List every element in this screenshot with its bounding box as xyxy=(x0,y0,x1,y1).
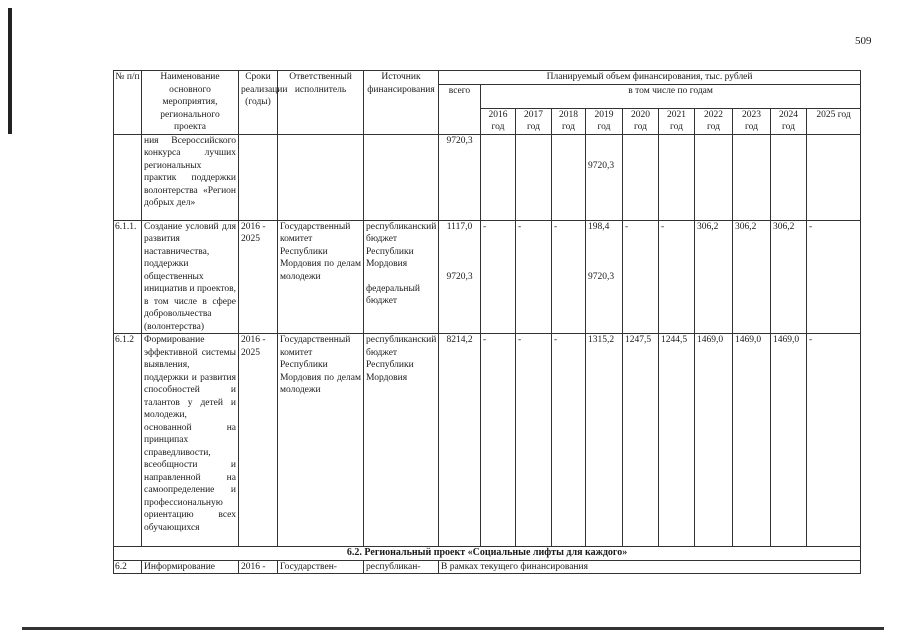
header-year: 2020 год xyxy=(623,108,659,134)
row-2017: - xyxy=(516,220,552,334)
row-num: 6.1.1. xyxy=(114,220,142,334)
table-row xyxy=(114,220,861,334)
row-name: Информирование xyxy=(142,560,239,574)
row-financing-note: В рамках текущего финансирования xyxy=(439,560,861,574)
header-total: всего xyxy=(439,85,481,135)
row-2016: - xyxy=(481,334,516,547)
row-2019-federal: 9720,3 xyxy=(588,271,615,282)
row-source-regional: республиканский бюджет Республики Мордовия xyxy=(366,221,437,269)
header-planned: Планируемый объем финансирования, тыс. рублей xyxy=(439,71,861,85)
cont-name: ния Всероссийского конкурса лучших региональных практик поддержки волонтерства «Регион добрых дел» xyxy=(142,134,239,220)
table-row xyxy=(114,560,861,574)
row-executor: Государственный комитет Республики Мордовия по делам молодежи xyxy=(278,220,364,334)
table-row xyxy=(114,334,861,547)
row-total-federal: 9720,3 xyxy=(446,271,473,282)
header-by-years: в том числе по годам xyxy=(481,85,861,109)
row-2016: - xyxy=(481,220,516,334)
row-2020: - xyxy=(623,220,659,334)
cont-total: 9720,3 xyxy=(439,134,481,220)
row-2023: 306,2 xyxy=(733,220,771,334)
row-total: 8214,2 xyxy=(439,334,481,547)
scan-edge-bar xyxy=(8,8,12,134)
header-year: 2022 год xyxy=(695,108,733,134)
row-num: 6.2 xyxy=(114,560,142,574)
row-2019-regional: 198,4 xyxy=(588,221,610,232)
row-name: Создание условий для развития наставничества, поддержки общественных инициатив и проектов, в том числе в сфере добровольчества (волонтерства) xyxy=(142,220,239,334)
header-year: 2025 год xyxy=(807,108,861,134)
row-total-regional: 1117,0 xyxy=(446,221,473,232)
header-year: 2019 год xyxy=(586,108,623,134)
row-2021: - xyxy=(659,220,695,334)
header-year: 2023 год xyxy=(733,108,771,134)
row-executor: Государственный комитет Республики Мордовия по делам молодежи xyxy=(278,334,364,547)
row-2025: - xyxy=(807,334,861,547)
row-name: Формирование эффективной системы выявления, поддержки и развития способностей и талантов у детей и молодежи, основанной на принципах справедливости, всеобщности и направленной на самоопределение и профессиональную ориентацию всех обучающихся xyxy=(142,334,239,547)
header-year: 2016 год xyxy=(481,108,516,134)
scan-edge-bar xyxy=(22,627,884,630)
table-row xyxy=(114,134,861,220)
row-2025: - xyxy=(807,220,861,334)
header-year: 2018 год xyxy=(552,108,586,134)
row-2019: 1315,2 xyxy=(586,334,623,547)
row-source: республиканский бюджет Республики Мордовия xyxy=(364,334,439,547)
row-2022: 306,2 xyxy=(695,220,733,334)
row-2023: 1469,0 xyxy=(733,334,771,547)
row-2024: 1469,0 xyxy=(771,334,807,547)
header-year: 2024 год xyxy=(771,108,807,134)
row-source: республикан- xyxy=(364,560,439,574)
row-num: 6.1.2 xyxy=(114,334,142,547)
cont-2019: 9720,3 xyxy=(588,160,615,171)
header-source: Источник финансирования xyxy=(364,71,439,135)
header-executor: Ответственный исполнитель xyxy=(278,71,364,135)
row-2024: 306,2 xyxy=(771,220,807,334)
row-2018: - xyxy=(552,334,586,547)
row-terms: 2016 - 2025 xyxy=(239,334,278,547)
header-name: Наименование основного мероприятия, регионального проекта xyxy=(142,71,239,135)
row-terms: 2016 - 2025 xyxy=(239,220,278,334)
row-executor: Государствен- xyxy=(278,560,364,574)
header-terms: Сроки реализации (годы) xyxy=(239,71,278,135)
section-row xyxy=(114,547,861,561)
row-2022: 1469,0 xyxy=(695,334,733,547)
header-year: 2021 год xyxy=(659,108,695,134)
financing-table xyxy=(113,70,861,574)
row-2020: 1247,5 xyxy=(623,334,659,547)
header-num: № п/п xyxy=(114,71,142,135)
header-year: 2017 год xyxy=(516,108,552,134)
row-2018: - xyxy=(552,220,586,334)
row-2021: 1244,5 xyxy=(659,334,695,547)
row-terms: 2016 - xyxy=(239,560,278,574)
row-source-federal: федеральный бюджет xyxy=(366,283,420,306)
page-number: 509 xyxy=(855,35,872,47)
section-title: 6.2. Региональный проект «Социальные лифты для каждого» xyxy=(114,547,861,561)
row-2017: - xyxy=(516,334,552,547)
